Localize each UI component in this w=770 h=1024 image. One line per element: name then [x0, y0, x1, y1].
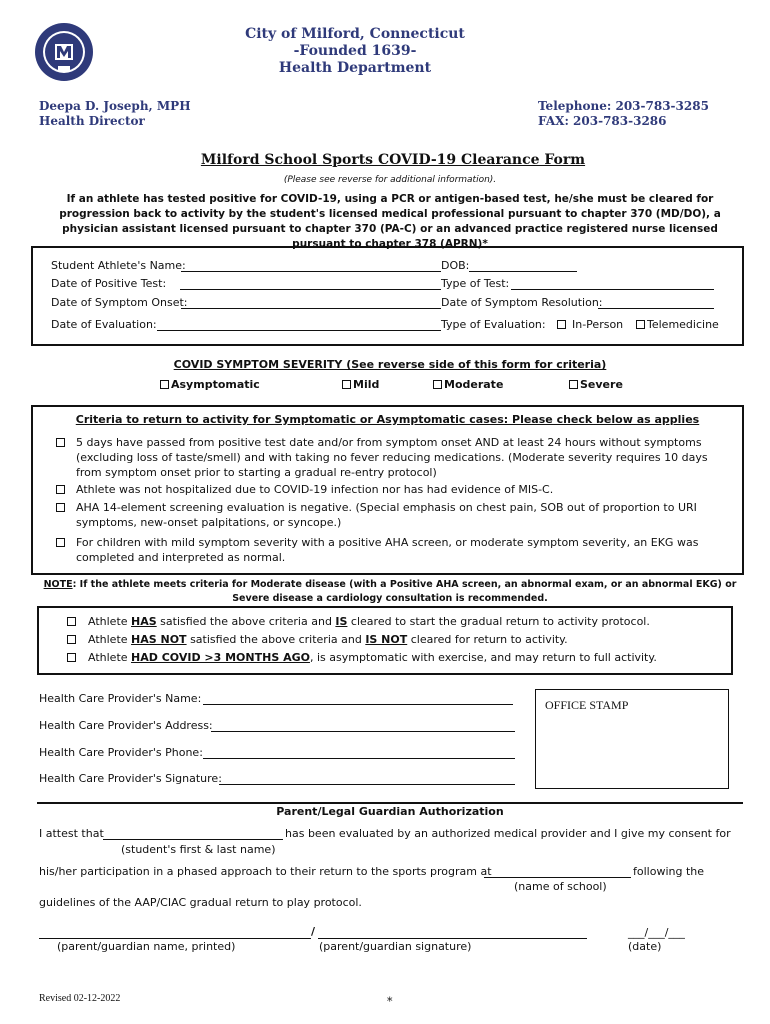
provider-signature-field[interactable] — [219, 784, 515, 785]
dob-field[interactable] — [469, 271, 577, 272]
in-person-label: In-Person — [572, 318, 624, 331]
moderate-label: Moderate — [444, 378, 504, 391]
office-stamp-box — [535, 689, 729, 789]
in-person-checkbox[interactable] — [557, 320, 566, 329]
severity-moderate[interactable] — [433, 378, 503, 391]
school-name-field[interactable] — [484, 877, 631, 878]
provider-phone-field[interactable] — [203, 758, 515, 759]
clearance-c2: , is asymptomatic with exercise, and may return to full activity. — [309, 651, 657, 664]
form-subtitle: (Please see reverse for additional information). — [283, 175, 497, 185]
note-body: : If the athlete meets criteria for Moderate disease (with a Positive AHA screen, an abnormal exam, or an abnormal EKG) or Severe disease a cardiology consultation is recommended. — [72, 579, 737, 604]
criteria-4-text: For children with mild symptom severity with a positive AHA screen, or moderate symptom severity, an EKG was completed and interpreted as normal. — [76, 536, 699, 564]
director-block — [39, 99, 191, 129]
city-name: City of Milford, Connecticut — [245, 26, 465, 42]
header-block — [200, 26, 510, 77]
founded-text: -Founded 1639- — [293, 43, 417, 59]
has-checkbox[interactable] — [67, 617, 76, 626]
type-test-field[interactable] — [511, 289, 714, 290]
moderate-checkbox[interactable] — [433, 380, 442, 389]
contact-block — [538, 99, 709, 129]
department-name: Health Department — [278, 60, 432, 76]
criteria-3-checkbox[interactable] — [56, 503, 65, 512]
positive-test-label: Date of Positive Test: — [51, 277, 167, 290]
clearance-a3: cleared to start the gradual return to activity protocol. — [347, 615, 650, 628]
guardian-slash: / — [311, 925, 316, 938]
provider-name-label: Health Care Provider's Name: — [39, 692, 202, 705]
guardian-divider — [37, 802, 743, 804]
criteria-1-text: 5 days have passed from positive test date and/or from symptom onset AND at least 24 hours without symptoms (excluding loss of taste/smell) and with taking no fever reducing medications. (Moderate severity requires 10 days from symptom onset prior to starting a gradual re-entry protocol) — [76, 436, 708, 479]
criteria-3-text: AHA 14-element screening evaluation is negative. (Special emphasis on chest pain, SOB out of proportion to URI symptoms, new-onset palpitations, or syncope.) — [76, 501, 697, 529]
in-person-option[interactable] — [557, 318, 623, 331]
school-caption: (name of school) — [514, 880, 607, 893]
provider-name-field[interactable] — [203, 704, 513, 705]
has-word: HAS — [131, 615, 157, 628]
clearance-b3: cleared for return to activity. — [407, 633, 568, 646]
mild-label: Mild — [353, 378, 380, 391]
asymptomatic-checkbox[interactable] — [160, 380, 169, 389]
guidelines-text: guidelines of the AAP/CIAC gradual return to play protocol. — [39, 896, 362, 909]
student-name-field[interactable] — [103, 839, 283, 840]
guardian-name-field[interactable] — [39, 938, 311, 939]
clearance-b2: satisfied the above criteria and — [186, 633, 366, 646]
type-test-label: Type of Test: — [441, 277, 510, 290]
footer-asterisk: * — [387, 995, 393, 1008]
symptom-resolution-field[interactable] — [598, 308, 714, 309]
fax: FAX: 203-783-3286 — [538, 114, 667, 128]
criteria-2-text: Athlete was not hospitalized due to COVID-19 infection nor has had evidence of MIS-C. — [76, 483, 554, 496]
student-caption: (student's first & last name) — [121, 843, 276, 856]
criteria-item-3[interactable] — [60, 500, 710, 530]
criteria-item-4[interactable] — [60, 535, 710, 565]
evaluation-label: Date of Evaluation: — [51, 318, 157, 331]
office-stamp-label: OFFICE STAMP — [545, 698, 629, 712]
clearance-b1: Athlete — [88, 633, 132, 646]
severity-severe[interactable] — [569, 378, 623, 391]
severity-asymptomatic[interactable] — [160, 378, 260, 391]
severity-mild[interactable] — [342, 378, 379, 391]
criteria-1-checkbox[interactable] — [56, 438, 65, 447]
criteria-heading: Criteria to return to activity for Symptomatic or Asymptomatic cases: Please check below as applies — [75, 413, 700, 426]
participation-post: following the — [633, 865, 705, 878]
guardian-signature-field[interactable] — [318, 938, 587, 939]
clearance-option-has-not[interactable] — [67, 633, 568, 646]
provider-signature-label: Health Care Provider's Signature: — [39, 772, 222, 785]
guardian-heading: Parent/Legal Guardian Authorization — [276, 805, 504, 818]
provider-phone-label: Health Care Provider's Phone: — [39, 746, 203, 759]
date-caption: (date) — [628, 940, 662, 953]
has-not-checkbox[interactable] — [67, 635, 76, 644]
asymptomatic-label: Asymptomatic — [171, 378, 260, 391]
criteria-item-2[interactable] — [60, 482, 710, 497]
positive-test-field[interactable] — [180, 289, 441, 290]
criteria-item-1[interactable] — [60, 435, 710, 480]
note-label: NOTE — [43, 579, 73, 590]
provider-address-field[interactable] — [211, 731, 515, 732]
dob-label: DOB: — [441, 259, 470, 272]
had-covid-word: HAD COVID >3 MONTHS AGO — [131, 651, 310, 664]
clearance-c1: Athlete — [88, 651, 132, 664]
provider-address-label: Health Care Provider's Address: — [39, 719, 213, 732]
telemedicine-option[interactable] — [636, 318, 719, 331]
telemedicine-label: Telemedicine — [647, 318, 719, 331]
criteria-2-checkbox[interactable] — [56, 485, 65, 494]
is-not-word: IS NOT — [365, 633, 408, 646]
symptom-onset-field[interactable] — [181, 308, 441, 309]
director-name: Deepa D. Joseph, MPH — [39, 99, 191, 113]
intro-text: If an athlete has tested positive for COVID-19, using a PCR or antigen-based test, he/she must be cleared for progression back to activity by the student's licensed medical professional pursuant to chapter 370 (MD/DO), a physician assistant licensed pursuant to chapter 370 (PA-C) or an advanced practice registered nurse licensed pursuant to chapter 378 (APRN)* — [59, 193, 721, 250]
has-not-word: HAS NOT — [131, 633, 187, 646]
telemedicine-checkbox[interactable] — [636, 320, 645, 329]
clearance-option-had-covid[interactable] — [67, 651, 657, 664]
participation-pre: his/her participation in a phased approach to their return to the sports program at — [39, 865, 492, 878]
mild-checkbox[interactable] — [342, 380, 351, 389]
severity-heading: COVID SYMPTOM SEVERITY (See reverse side of this form for criteria) — [173, 358, 607, 371]
form-title: Milford School Sports COVID-19 Clearance Form — [200, 152, 586, 168]
telephone: Telephone: 203-783-3285 — [538, 99, 709, 113]
revised-date: Revised 02-12-2022 — [39, 993, 121, 1004]
criteria-4-checkbox[interactable] — [56, 538, 65, 547]
date-field[interactable]: ___/___/___ — [628, 926, 685, 939]
attest-post: has been evaluated by an authorized medical provider and I give my consent for — [285, 827, 731, 840]
guardian-name-caption: (parent/guardian name, printed) — [57, 940, 236, 953]
attest-pre: I attest that — [39, 827, 104, 840]
symptom-onset-label: Date of Symptom Onset: — [51, 296, 188, 309]
director-title: Health Director — [39, 114, 145, 128]
athlete-name-label: Student Athlete's Name: — [51, 259, 186, 272]
clearance-a2: satisfied the above criteria and — [156, 615, 336, 628]
symptom-resolution-label: Date of Symptom Resolution: — [441, 296, 603, 309]
evaluation-field[interactable] — [157, 330, 441, 331]
clearance-option-has[interactable] — [67, 615, 650, 628]
clearance-a1: Athlete — [88, 615, 132, 628]
is-word: IS — [335, 615, 348, 628]
severe-checkbox[interactable] — [569, 380, 578, 389]
type-eval-label: Type of Evaluation: — [441, 318, 546, 331]
city-seal-icon — [34, 22, 94, 82]
severe-label: Severe — [580, 378, 623, 391]
note-text — [40, 578, 740, 606]
athlete-name-field[interactable] — [181, 271, 441, 272]
had-covid-checkbox[interactable] — [67, 653, 76, 662]
guardian-signature-caption: (parent/guardian signature) — [319, 940, 472, 953]
